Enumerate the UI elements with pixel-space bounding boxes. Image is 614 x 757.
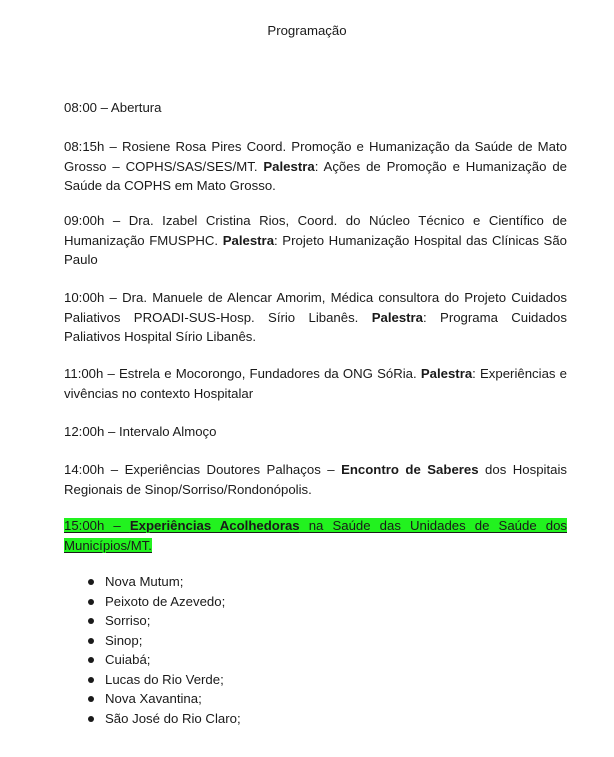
bold-label: Experiências Acolhedoras bbox=[129, 518, 300, 533]
text-run: : Ações de Promoção e Humanização de Saúde da COPHS em Mato Grosso. bbox=[64, 158, 567, 193]
bold-label: Palestra bbox=[371, 309, 424, 325]
page-title: Programação bbox=[267, 23, 347, 38]
bold-label: Palestra bbox=[420, 366, 473, 381]
text-run: 14:00h – Experiências Doutores Palhaços – bbox=[64, 462, 342, 477]
list-item-label: Cuiabá; bbox=[105, 652, 151, 667]
list-item bbox=[88, 689, 241, 709]
bold-label: Palestra bbox=[222, 232, 275, 248]
text-run: : Programa Cuidados Paliativos Hospital Sírio Libanês. bbox=[64, 309, 567, 344]
list-item bbox=[88, 592, 241, 612]
schedule-item-1100 bbox=[64, 364, 567, 403]
text-run: 09:00h – Dra. Izabel Cristina Rios, Coord. do Núcleo Técnico e Científico de Humanização FMUSPHC. bbox=[64, 213, 567, 248]
text-run: 10:00h – Dra. Manuele de Alencar Amorim, Médica consultora do Projeto Cuidados Paliativos PROADI-SUS-Hosp. Sírio Libanês. bbox=[64, 290, 567, 325]
bullet-icon bbox=[88, 677, 94, 683]
list-item-label: São José do Rio Claro; bbox=[105, 710, 241, 726]
bullet-icon bbox=[88, 579, 94, 585]
list-item-label: Peixoto de Azevedo; bbox=[105, 593, 226, 609]
municipality-list bbox=[88, 572, 241, 728]
list-item bbox=[88, 650, 241, 670]
bullet-icon bbox=[88, 657, 94, 663]
list-item-label: Lucas do Rio Verde; bbox=[105, 671, 224, 687]
text-run: 15:00h – bbox=[64, 518, 130, 533]
list-item-label: Sinop; bbox=[105, 632, 143, 648]
text-run: 11:00h – Estrela e Mocorongo, Fundadores da ONG SóRia. bbox=[64, 366, 421, 381]
bold-label: Encontro de Saberes bbox=[341, 462, 479, 477]
list-item-label: Nova Xavantina; bbox=[105, 691, 202, 706]
text-run: dos Hospitais Regionais de Sinop/Sorriso/Rondonópolis. bbox=[64, 462, 568, 497]
text-run: 08:00 – Abertura bbox=[64, 100, 162, 115]
schedule-item-abertura bbox=[64, 98, 567, 118]
schedule-item-1500 bbox=[64, 516, 567, 555]
schedule-item-0900 bbox=[64, 211, 567, 270]
bullet-icon bbox=[88, 716, 94, 722]
list-item bbox=[88, 611, 241, 631]
bold-label: Palestra bbox=[263, 158, 315, 174]
schedule-item-0815 bbox=[64, 137, 567, 196]
text-run: na Saúde das Unidades de Saúde dos Municípios/MT. bbox=[64, 518, 567, 553]
text-run: 08:15h – Rosiene Rosa Pires Coord. Promoção e Humanização da Saúde de Mato Grosso – COPHS/SAS/SES/MT. bbox=[64, 139, 567, 174]
list-item bbox=[88, 670, 241, 690]
text-run: : Experiências e vivências no contexto Hospitalar bbox=[64, 366, 567, 401]
schedule-item-1400 bbox=[64, 460, 567, 499]
list-item bbox=[88, 631, 241, 651]
list-item-label: Sorriso; bbox=[105, 613, 151, 628]
list-item bbox=[88, 709, 241, 729]
list-item bbox=[88, 572, 241, 592]
text-run: : Projeto Humanização Hospital das Clínicas São Paulo bbox=[64, 232, 567, 267]
bullet-icon bbox=[88, 618, 94, 624]
bullet-icon bbox=[88, 696, 94, 702]
list-item-label: Nova Mutum; bbox=[105, 574, 184, 589]
text-run: 12:00h – Intervalo Almoço bbox=[64, 424, 217, 439]
schedule-item-1200 bbox=[64, 422, 567, 442]
bullet-icon bbox=[88, 638, 94, 644]
schedule-item-1000 bbox=[64, 288, 567, 347]
bullet-icon bbox=[88, 599, 94, 605]
